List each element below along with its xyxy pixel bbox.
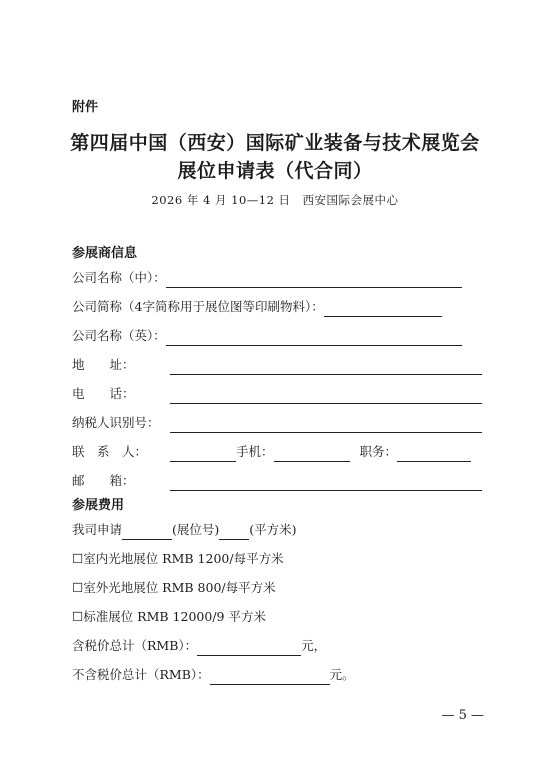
area-field[interactable] — [219, 525, 249, 540]
document-subtitle: 展位申请表（代合同） — [177, 160, 373, 182]
company-cn-row — [72, 268, 462, 288]
total-notax-row — [72, 665, 355, 685]
company-en-label: 公司名称（英）： — [72, 328, 166, 343]
company-en-field[interactable] — [166, 331, 462, 346]
company-cn-label: 公司名称（中）： — [72, 270, 166, 285]
position-field[interactable] — [397, 447, 471, 462]
booth-number-label: (展位号) — [172, 522, 220, 537]
option-standard[interactable]: ☐标准展位 RMB 12000/9 平方米 — [72, 609, 266, 624]
contact-field[interactable] — [170, 447, 236, 462]
email-row — [72, 471, 482, 491]
total-tax-field[interactable] — [197, 641, 301, 656]
phone-field[interactable] — [170, 389, 482, 404]
area-label: (平方米) — [249, 522, 297, 537]
address-field[interactable] — [170, 360, 482, 375]
company-short-row — [72, 297, 442, 317]
address-label: 地 址： — [72, 357, 135, 372]
apply-row — [72, 520, 297, 540]
mobile-label: 手机： — [236, 444, 274, 459]
contact-label: 联 系 人： — [72, 444, 148, 459]
total-tax-suffix: 元， — [301, 638, 327, 653]
position-label: 职务： — [359, 444, 398, 459]
tax-id-row — [72, 413, 482, 433]
email-label: 邮 箱： — [72, 473, 135, 488]
document-title: 第四届中国（西安）国际矿业装备与技术展览会 — [70, 132, 480, 154]
booth-number-field[interactable] — [122, 525, 172, 540]
company-short-label: 公司简称（4字简称用于展位图等印刷物料）： — [72, 299, 324, 314]
date-venue: 2026 年 4 月 10—12 日 西安国际会展中心 — [151, 193, 399, 207]
total-tax-label: 含税价总计（RMB）： — [72, 638, 198, 653]
email-field[interactable] — [170, 476, 482, 491]
contact-row — [72, 442, 471, 462]
total-notax-field[interactable] — [210, 670, 330, 685]
mobile-field[interactable] — [274, 447, 350, 462]
company-cn-field[interactable] — [166, 273, 462, 288]
fees-heading: 参展费用 — [72, 498, 125, 513]
phone-row — [72, 384, 482, 404]
page-number: — 5 — — [441, 708, 484, 723]
total-tax-row — [72, 636, 326, 656]
tax-id-label: 纳税人识别号： — [72, 415, 160, 430]
phone-label: 电 话： — [72, 386, 135, 401]
apply-prefix: 我司申请 — [72, 522, 123, 537]
total-notax-suffix: 元。 — [329, 667, 355, 682]
tax-id-field[interactable] — [170, 418, 482, 433]
option-outdoor[interactable]: ☐室外光地展位 RMB 800/每平方米 — [72, 580, 276, 595]
option-indoor[interactable]: ☐室内光地展位 RMB 1200/每平方米 — [72, 551, 284, 566]
exhibitor-heading: 参展商信息 — [72, 246, 138, 261]
company-short-field[interactable] — [324, 302, 442, 317]
company-en-row — [72, 326, 462, 346]
address-row — [72, 355, 482, 375]
attachment-label: 附件 — [72, 100, 99, 115]
total-notax-label: 不含税价总计（RMB）： — [72, 667, 210, 682]
